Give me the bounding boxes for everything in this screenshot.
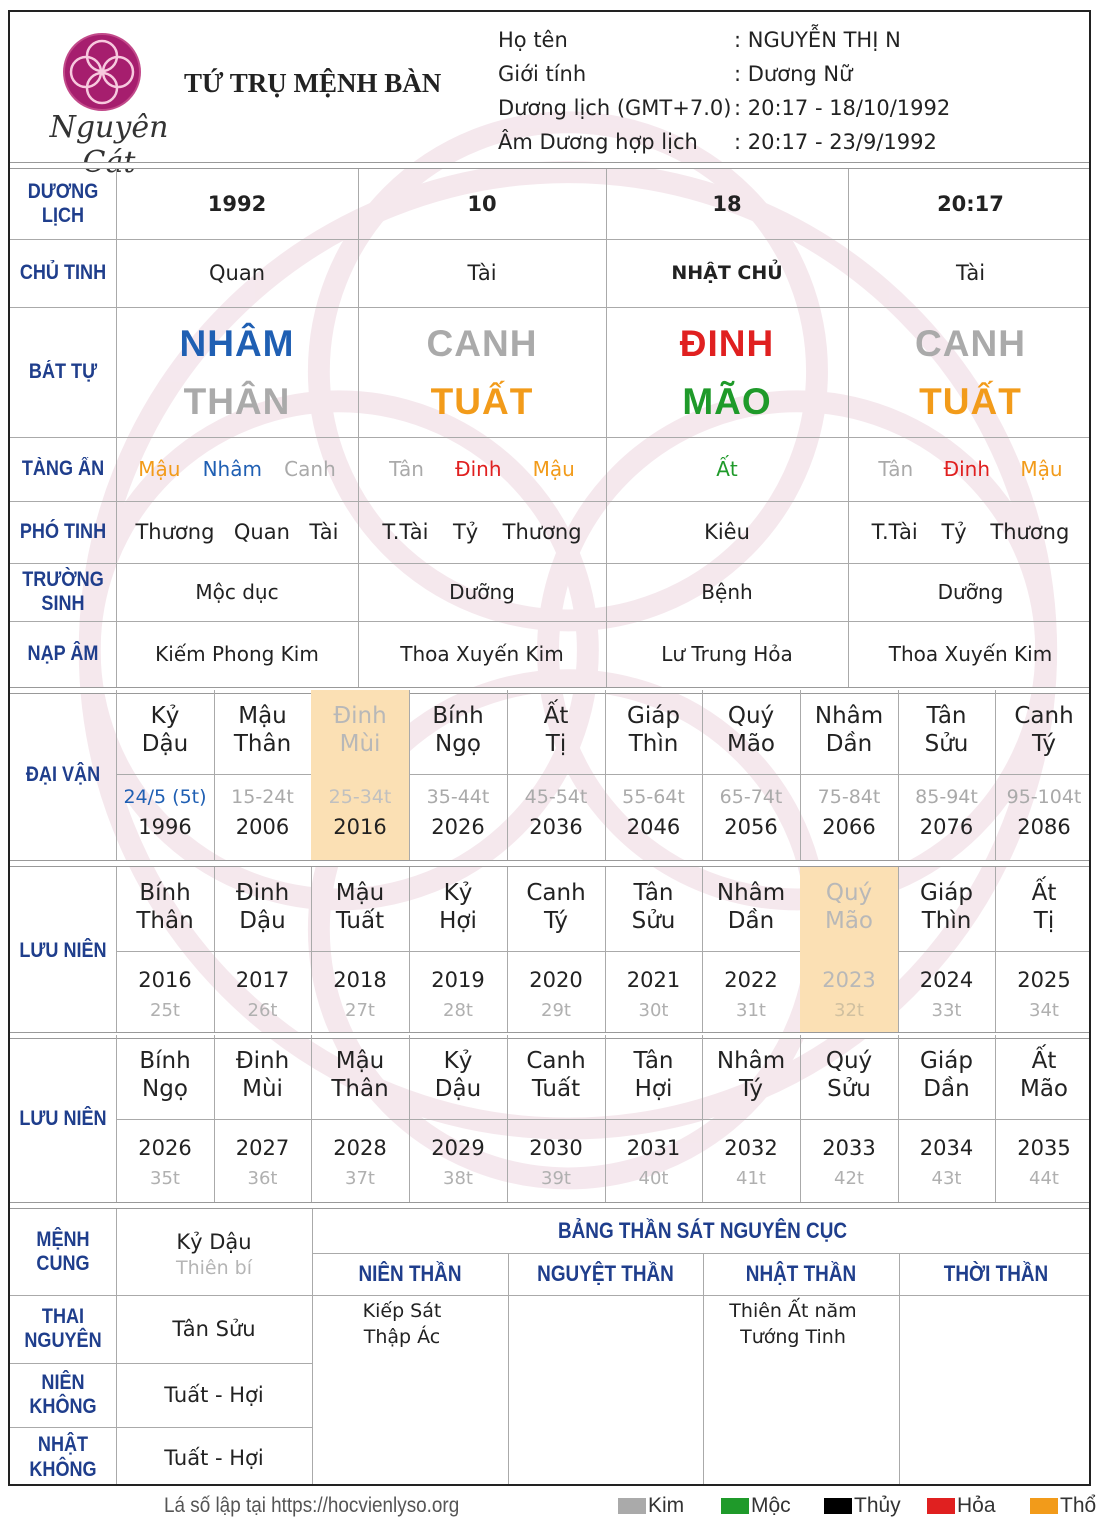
chi-text: Dậu (239, 908, 286, 934)
luu-nien-cell (116, 1035, 214, 1203)
row-label-menh-cung: MỆNH CUNG (36, 1227, 90, 1275)
year: 2033 (822, 1136, 876, 1160)
chi-text: Dậu (434, 1076, 482, 1102)
pillar-truong-sinh: Dưỡng (449, 580, 515, 604)
sub-star: Kiêu (704, 520, 750, 544)
year: 2032 (724, 1136, 778, 1160)
luu-nien-cell (214, 1035, 311, 1203)
can-text: Quý (825, 880, 873, 906)
pillar-tang-an (116, 437, 358, 501)
year: 2024 (919, 968, 974, 992)
sub-star: Thương (990, 520, 1070, 544)
year: 2023 (822, 968, 876, 992)
start-year: 2076 (919, 815, 974, 839)
than-sat-entry: Thiên Ất năm (729, 1300, 857, 1322)
can-text: Giáp (627, 703, 680, 729)
pillar-truong-sinh: Bệnh (701, 580, 753, 604)
can-text: Nhâm (716, 1048, 786, 1074)
pillar-pho-tinh (848, 501, 1091, 563)
start-year: 2036 (529, 815, 583, 839)
can-text: Kỷ (443, 1048, 473, 1074)
dai-van-cell (311, 690, 409, 860)
start-year: 2016 (333, 815, 387, 839)
age-range: 95-104t (1006, 786, 1082, 808)
hidden-stem: Nhâm (202, 457, 262, 481)
pillar-chu-tinh: Quan (208, 261, 266, 285)
luu-nien-cell (800, 1035, 898, 1203)
row-label-bat-tu: BÁT TỰ (28, 359, 98, 383)
luu-nien-cell (995, 867, 1091, 1035)
chi-text: Mùi (242, 1076, 283, 1102)
legend-label: Kim (648, 1494, 685, 1517)
pillar-nap-am: Kiếm Phong Kim (155, 642, 319, 666)
pillar-nap-am: Lư Trung Hỏa (661, 642, 793, 666)
year: 2029 (431, 1136, 485, 1160)
dai-van-cell (409, 690, 507, 860)
row-label-chu-tinh: CHỦ TINH (19, 260, 107, 284)
age-range: 75-84t (817, 786, 881, 808)
year: 2028 (333, 1136, 387, 1160)
nhat-khong-value: Tuất - Hợi (164, 1445, 264, 1470)
row-label-nien-khong: NIÊN KHÔNG (29, 1370, 97, 1418)
legend-item (927, 1494, 996, 1518)
can-text: Canh (526, 1048, 586, 1074)
year: 2026 (138, 1136, 192, 1160)
legend-swatch (618, 1498, 646, 1514)
age: 42t (834, 1167, 864, 1189)
dai-van-cell (507, 690, 605, 860)
pillar-tang-an (358, 437, 606, 501)
can-text: Canh (526, 880, 586, 906)
legend-item (1030, 1494, 1096, 1518)
age: 44t (1029, 1167, 1059, 1189)
chi-text: Dần (825, 731, 873, 757)
dai-van-cell (214, 690, 311, 860)
luu-nien-cell (605, 867, 702, 1035)
can-text: Quý (727, 703, 775, 729)
age: 31t (736, 999, 766, 1021)
can-text: Canh (1014, 703, 1074, 729)
year: 2031 (626, 1136, 681, 1160)
sub-star: Thương (502, 520, 582, 544)
pillar-date: 10 (467, 192, 497, 216)
can-text: Mậu (335, 880, 385, 906)
info-block (498, 24, 1078, 160)
hidden-stem: Ất (716, 457, 738, 481)
can-text: Mậu (335, 1048, 385, 1074)
can-text: Ất (543, 703, 569, 729)
info-label: Họ tên (498, 28, 568, 52)
chi-text: Mùi (339, 731, 381, 757)
sub-star: Tỷ (452, 520, 479, 544)
age: 34t (1029, 999, 1059, 1021)
pillar-can: CANH (426, 323, 538, 364)
start-year: 2006 (235, 815, 290, 839)
can-text: Kỷ (150, 703, 180, 729)
year: 2027 (235, 1136, 290, 1160)
info-row (498, 92, 1078, 126)
luu-nien-cell (507, 1035, 605, 1203)
than-sat-header: NHẬT THẦN (745, 1261, 857, 1287)
dai-van-cell (898, 690, 995, 860)
chi-text: Sửu (827, 1076, 871, 1102)
age-range: 85-94t (915, 786, 978, 808)
row-label-pho-tinh: PHÓ TINH (19, 519, 107, 543)
chi-text: Hợi (634, 1076, 673, 1102)
can-text: Nhâm (814, 703, 884, 729)
can-text: Tân (633, 1048, 674, 1074)
footer-source: Lá số lập tại https://hocvienlyso.org (164, 1494, 460, 1517)
dai-van-cell (702, 690, 800, 860)
chi-text: Mão (726, 731, 775, 757)
luu-nien-cell (311, 1035, 409, 1203)
chi-text: Ngọ (142, 1076, 188, 1102)
dai-van-cell (800, 690, 898, 860)
year: 2020 (529, 968, 583, 992)
age: 33t (931, 999, 962, 1021)
age: 39t (541, 1167, 571, 1189)
than-sat-header: NGUYỆT THẦN (537, 1261, 674, 1287)
age: 43t (931, 1167, 962, 1189)
legend-label: Hỏa (957, 1494, 996, 1517)
can-text: Bính (139, 1048, 191, 1074)
sub-star: Quan (233, 520, 290, 544)
hidden-stem: Tân (389, 457, 424, 481)
year: 2021 (626, 968, 681, 992)
luu-nien-cell (409, 867, 507, 1035)
year: 2017 (235, 968, 290, 992)
info-value: : 20:17 - 18/10/1992 (734, 96, 951, 120)
chi-text: Hợi (439, 908, 477, 934)
start-year: 2086 (1017, 815, 1071, 839)
pillar-pho-tinh (606, 501, 848, 563)
luu-nien-table-2 (10, 1035, 1091, 1203)
pillars-table (10, 169, 1091, 687)
can-text: Giáp (920, 1048, 973, 1074)
year: 2022 (724, 968, 778, 992)
luu-nien-cell (800, 867, 898, 1035)
nien-khong-value: Tuất - Hợi (164, 1383, 264, 1407)
year: 2018 (333, 968, 387, 992)
pillar-pho-tinh (358, 501, 606, 563)
year: 2034 (919, 1136, 974, 1160)
can-text: Đinh (333, 703, 387, 729)
than-sat-header: NIÊN THẦN (358, 1261, 462, 1287)
start-year: 2026 (431, 815, 485, 839)
row-label-nhat-khong: NHẬT KHÔNG (29, 1433, 97, 1481)
age: 38t (443, 1167, 473, 1189)
dai-van-cell (116, 690, 214, 860)
legend-label: Mộc (751, 1494, 791, 1517)
can-text: Bính (432, 703, 484, 729)
info-label: Giới tính (498, 62, 587, 86)
dai-van-table (10, 690, 1091, 860)
age-range: 35-44t (426, 786, 490, 808)
page-title: TỨ TRỤ MỆNH BÀN (184, 68, 442, 98)
can-text: Tân (926, 703, 967, 729)
dai-van-cell (605, 690, 702, 860)
chi-text: Tý (543, 908, 569, 934)
luu-nien-cell (409, 1035, 507, 1203)
brand-name: Nguyên (49, 110, 169, 145)
row-label-luu_nien: LƯU NIÊN (19, 938, 107, 962)
hidden-stem: Mậu (532, 457, 575, 481)
dai-van-cell (995, 690, 1091, 860)
bottom-section (10, 1209, 1091, 1486)
pillar-chi: THÂN (183, 381, 291, 422)
than-sat-entry: Kiếp Sát (362, 1300, 442, 1322)
luu-nien-cell (995, 1035, 1091, 1203)
age: 32t (834, 999, 864, 1021)
row-label-luu_nien: LƯU NIÊN (19, 1106, 107, 1130)
chi-text: Tý (1031, 731, 1057, 757)
row-label-tang-an: TÀNG ẨN (21, 456, 105, 480)
can-text: Quý (825, 1048, 873, 1074)
age: 37t (345, 1167, 375, 1189)
hidden-stem: Tân (878, 457, 914, 481)
pillar-pho-tinh (116, 501, 358, 563)
pillar-can: ĐINH (679, 323, 775, 364)
logo (24, 24, 194, 154)
chi-text: Tuất (531, 1076, 581, 1102)
legend-swatch (927, 1498, 955, 1514)
luu-nien-cell (605, 1035, 702, 1203)
luu-nien-cell (507, 867, 605, 1035)
pillar-nap-am: Thoa Xuyến Kim (400, 642, 564, 666)
pillar-chi: TUẤT (919, 381, 1022, 422)
than-sat-entry: Thập Ác (363, 1326, 441, 1348)
luu-nien-cell (898, 1035, 995, 1203)
pillar-tang-an (848, 437, 1091, 501)
chi-text: Dần (923, 1076, 970, 1102)
chi-text: Sửu (924, 731, 969, 757)
info-label: Dương lịch (GMT+7.0) (498, 96, 732, 120)
menh-cung-sub: Thiên bí (175, 1257, 253, 1279)
age-range: 65-74t (719, 786, 783, 808)
luu-nien-cell (311, 867, 409, 1035)
info-value: : NGUYỄN THỊ N (734, 28, 901, 52)
chi-text: Thìn (921, 908, 972, 934)
info-value: : Dương Nữ (734, 62, 853, 86)
age: 29t (541, 999, 571, 1021)
chi-text: Thân (136, 908, 194, 934)
luu-nien-cell (116, 867, 214, 1035)
pillar-truong-sinh: Dưỡng (937, 580, 1004, 604)
can-text: Kỷ (443, 880, 473, 906)
age-range: 55-64t (622, 786, 685, 808)
can-text: Tân (633, 880, 674, 906)
pillar-date: 1992 (207, 192, 267, 216)
can-text: Giáp (920, 880, 973, 906)
age-range: 15-24t (231, 786, 294, 808)
pillar-chu-tinh: Tài (467, 261, 497, 285)
pillar-chu-tinh: Tài (955, 261, 986, 285)
chi-text: Thân (331, 1076, 389, 1102)
chi-text: Tị (1033, 908, 1055, 934)
sub-star: Tỷ (941, 520, 967, 544)
luu-nien-table-1 (10, 867, 1091, 1035)
age: 40t (638, 1167, 669, 1189)
info-row (498, 58, 1078, 92)
than-sat-entry: Tướng Tinh (740, 1326, 846, 1348)
age-range: 25-34t (328, 786, 392, 808)
legend-item (618, 1494, 684, 1518)
chi-text: Tuất (335, 908, 385, 934)
age: 27t (345, 999, 375, 1021)
menh-cung-value: Kỷ Dậu (176, 1230, 252, 1254)
pillar-nap-am: Thoa Xuyến Kim (888, 642, 1053, 666)
chi-text: Mão (824, 908, 873, 934)
legend-label: Thổ (1060, 1494, 1097, 1517)
age: 36t (247, 1167, 278, 1189)
year: 2025 (1017, 968, 1071, 992)
hidden-stem: Canh (284, 457, 336, 481)
chart-sheet (8, 10, 1091, 1486)
hidden-stem: Mậu (1020, 457, 1063, 481)
age: 26t (247, 999, 278, 1021)
than-sat-header: THỜI THẦN (943, 1261, 1049, 1287)
pillar-date: 20:17 (937, 192, 1004, 216)
age: 28t (443, 999, 473, 1021)
start-year: 1996 (138, 815, 192, 839)
hidden-stem: Đinh (455, 457, 502, 481)
chi-text: Mão (1019, 1076, 1068, 1102)
info-row (498, 126, 1078, 160)
info-label: Âm Dương hợp lịch (498, 130, 698, 154)
year: 2030 (529, 1136, 583, 1160)
luu-nien-cell (702, 867, 800, 1035)
row-label-dai_van: ĐẠI VẬN (25, 762, 101, 786)
age: 41t (736, 1167, 766, 1189)
chi-text: Ngọ (435, 731, 481, 757)
start-year: 2056 (724, 815, 778, 839)
luu-nien-cell (702, 1035, 800, 1203)
can-text: Ất (1031, 1048, 1057, 1074)
start-year: 2066 (822, 815, 876, 839)
chi-text: Tý (738, 1076, 764, 1102)
year: 2016 (138, 968, 192, 992)
age-range: 24/5 (5t) (123, 786, 207, 808)
can-text: Mậu (238, 703, 287, 729)
row-label-nap-am: NẠP ÂM (27, 641, 99, 665)
row-label-thai-nguyen: THAI NGUYÊN (24, 1304, 102, 1352)
legend-item (721, 1494, 791, 1518)
luu-nien-cell (898, 867, 995, 1035)
year: 2035 (1017, 1136, 1071, 1160)
luu-nien-cell (214, 867, 311, 1035)
chi-text: Dậu (141, 731, 189, 757)
can-text: Bính (139, 880, 191, 906)
can-text: Đinh (235, 880, 290, 906)
sub-star: T.Tài (871, 520, 918, 544)
legend-swatch (824, 1498, 852, 1514)
pillar-date: 18 (712, 192, 742, 216)
year: 2019 (431, 968, 485, 992)
chi-text: Tị (545, 731, 567, 757)
info-value: : 20:17 - 23/9/1992 (734, 130, 937, 154)
thai-nguyen-value: Tân Sửu (172, 1317, 256, 1341)
pillar-chi: TUẤT (430, 381, 534, 422)
than-sat-title: BẢNG THẦN SÁT NGUYÊN CỤC (557, 1218, 848, 1244)
pillar-truong-sinh: Mộc dục (195, 580, 279, 604)
age: 25t (150, 999, 180, 1021)
pillar-can: NHÂM (179, 323, 295, 364)
hidden-stem: Mậu (138, 457, 181, 481)
row-label-truong-sinh: TRƯỜNG SINH (22, 567, 104, 615)
legend-swatch (721, 1498, 749, 1514)
sub-star: T.Tài (382, 520, 429, 544)
pillar-chi: MÃO (682, 381, 772, 422)
pillar-tang-an (606, 437, 848, 501)
chi-text: Dần (727, 908, 775, 934)
row-label-duong-lich: DƯƠNG LỊCH (27, 179, 99, 227)
pillar-chu-tinh: NHẬT CHỦ (671, 262, 783, 284)
sub-star: Thương (135, 520, 215, 544)
legend-item (824, 1494, 901, 1518)
age: 35t (150, 1167, 180, 1189)
age-range: 45-54t (524, 786, 588, 808)
legend-label: Thủy (854, 1494, 901, 1517)
can-text: Ất (1031, 880, 1057, 906)
sub-star: Tài (309, 520, 339, 544)
start-year: 2046 (626, 815, 681, 839)
can-text: Đinh (235, 1048, 290, 1074)
age: 30t (638, 999, 669, 1021)
legend-swatch (1030, 1498, 1058, 1514)
chi-text: Thân (233, 731, 292, 757)
info-row (498, 24, 1078, 58)
pillar-can: CANH (915, 323, 1026, 364)
hidden-stem: Đinh (943, 457, 991, 481)
chi-text: Thìn (628, 731, 679, 757)
can-text: Nhâm (716, 880, 786, 906)
chi-text: Sửu (631, 908, 676, 934)
